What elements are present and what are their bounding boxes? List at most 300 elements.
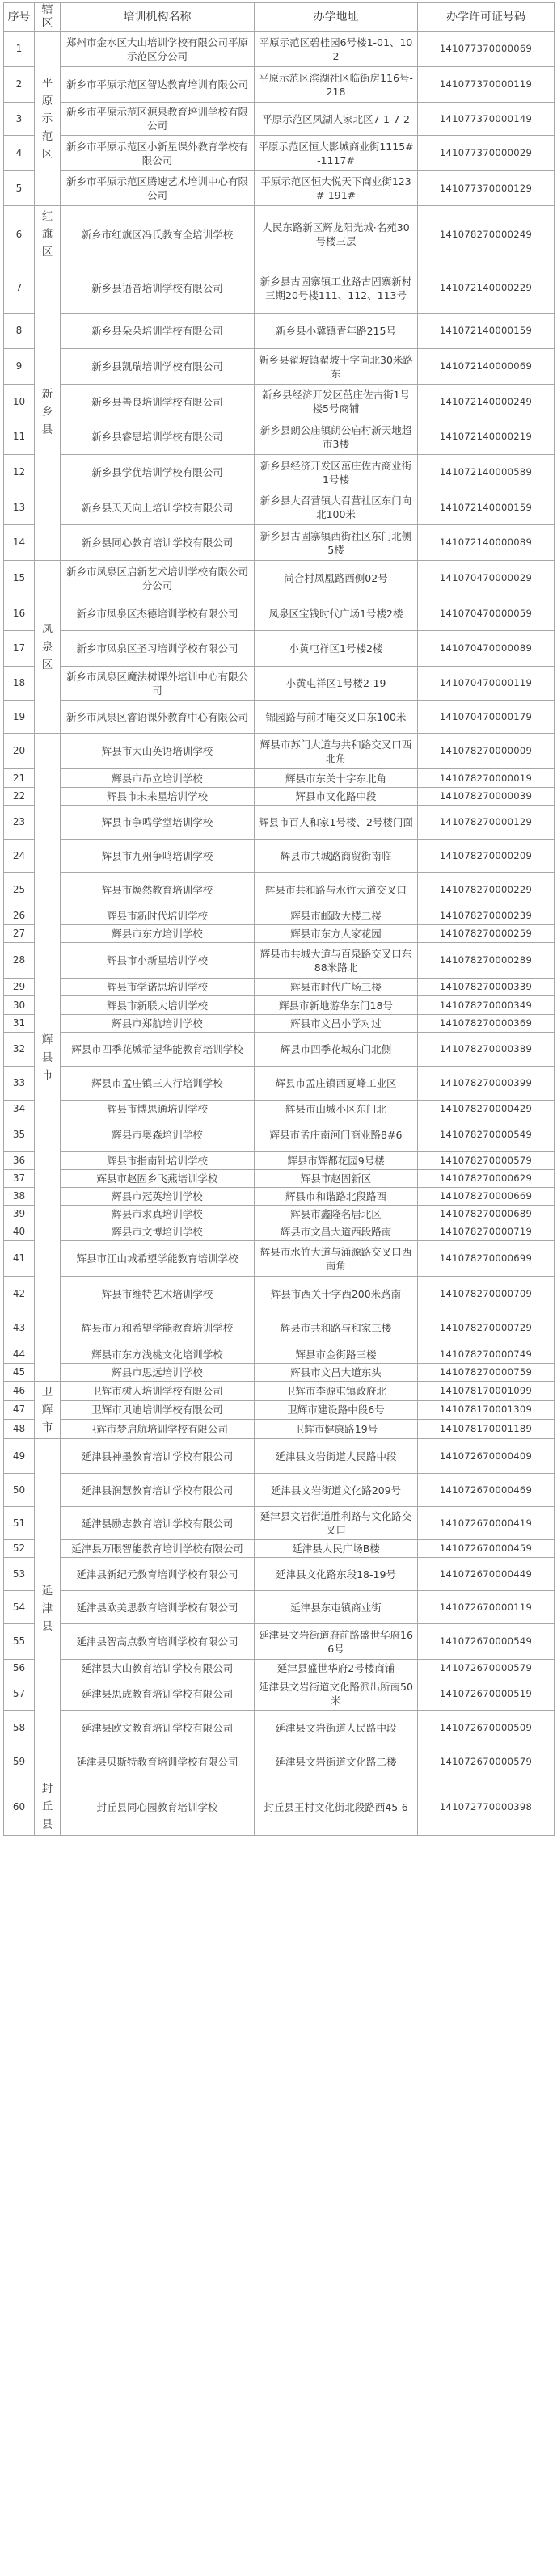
license-number: 141078270000369 — [418, 1015, 555, 1033]
table-row — [4, 349, 555, 385]
institution-name: 辉县市博思通培训学校 — [61, 1101, 255, 1118]
table-row — [4, 1420, 555, 1439]
row-number: 15 — [4, 561, 35, 596]
row-number: 47 — [4, 1400, 35, 1420]
school-address: 辉县市孟庄南河门商业路8#6 — [255, 1118, 418, 1152]
license-number: 141070470000029 — [418, 561, 555, 596]
institution-name: 辉县市江山城希望学能教育培训学校 — [61, 1241, 255, 1277]
license-number: 141078270000549 — [418, 1118, 555, 1152]
table-row — [4, 1170, 555, 1188]
row-number: 30 — [4, 996, 35, 1015]
school-address: 延津县文岩街道府前路盛世华府166号 — [255, 1624, 418, 1660]
institution-name: 辉县市学诺思培训学校 — [61, 979, 255, 996]
institution-name: 辉县市孟庄镇三人行培训学校 — [61, 1067, 255, 1101]
table-row — [4, 1439, 555, 1474]
row-number: 43 — [4, 1311, 35, 1345]
license-number: 141078270000749 — [418, 1345, 555, 1364]
table-row — [4, 1101, 555, 1118]
row-number: 6 — [4, 206, 35, 263]
table-row — [4, 1711, 555, 1745]
table-row — [4, 1311, 555, 1345]
row-number: 37 — [4, 1170, 35, 1188]
institution-name: 封丘县同心园教育培训学校 — [61, 1778, 255, 1836]
row-number: 39 — [4, 1206, 35, 1223]
institution-name: 辉县市郑航培训学校 — [61, 1015, 255, 1033]
license-number: 141078270000629 — [418, 1170, 555, 1188]
school-address: 辉县市东关十字东北角 — [255, 769, 418, 788]
school-address: 辉县市共和路与水竹大道交叉口 — [255, 873, 418, 907]
school-address: 辉县市金街路三楼 — [255, 1345, 418, 1364]
table-row — [4, 979, 555, 996]
district-cell: 平原示范区 — [35, 32, 61, 206]
license-number: 141078270000019 — [418, 769, 555, 788]
license-number: 141078170001309 — [418, 1400, 555, 1420]
row-number: 40 — [4, 1223, 35, 1241]
school-address: 辉县市苏门大道与共和路交叉口西北角 — [255, 734, 418, 769]
table-row — [4, 925, 555, 943]
table-row — [4, 1015, 555, 1033]
header-row — [4, 3, 555, 32]
institution-name: 辉县市争鸣学堂培训学校 — [61, 806, 255, 840]
institution-name: 延津县大山教育培训学校有限公司 — [61, 1660, 255, 1677]
institution-name: 新乡县语音培训学校有限公司 — [61, 263, 255, 314]
row-number: 4 — [4, 136, 35, 171]
table-row — [4, 136, 555, 171]
row-number: 32 — [4, 1033, 35, 1067]
row-number: 12 — [4, 455, 35, 490]
table-row — [4, 1118, 555, 1152]
row-number: 5 — [4, 171, 35, 206]
institution-name: 新乡市平原示范区源泉教育培训学校有限公司 — [61, 103, 255, 136]
row-number: 56 — [4, 1660, 35, 1677]
institution-name: 延津县励志教育培训学校有限公司 — [61, 1507, 255, 1540]
row-number: 17 — [4, 631, 35, 667]
license-number: 141072140000229 — [418, 263, 555, 314]
institution-name: 郑州市金水区大山培训学校有限公司平原示范区分公司 — [61, 32, 255, 67]
institution-name: 新乡县睿思培训学校有限公司 — [61, 419, 255, 455]
table-row — [4, 806, 555, 840]
row-number: 2 — [4, 67, 35, 103]
row-number: 51 — [4, 1507, 35, 1540]
license-number: 141072670000579 — [418, 1745, 555, 1778]
license-number: 141072140000219 — [418, 419, 555, 455]
school-address: 小黄屯祥区1号楼2楼 — [255, 631, 418, 667]
license-number: 141077370000149 — [418, 103, 555, 136]
row-number: 50 — [4, 1474, 35, 1507]
row-number: 48 — [4, 1420, 35, 1439]
institution-name: 延津县润慧教育培训学校有限公司 — [61, 1474, 255, 1507]
school-address: 辉县市辉都花园9号楼 — [255, 1152, 418, 1170]
row-number: 34 — [4, 1101, 35, 1118]
school-address: 延津县盛世华府2号楼商铺 — [255, 1660, 418, 1677]
institution-name: 新乡市平原示范区小新星课外教育学校有限公司 — [61, 136, 255, 171]
license-number: 141072140000089 — [418, 525, 555, 561]
institution-name: 辉县市奥森培训学校 — [61, 1118, 255, 1152]
license-number: 141072670000549 — [418, 1624, 555, 1660]
row-number: 36 — [4, 1152, 35, 1170]
license-number: 141078270000709 — [418, 1277, 555, 1311]
row-number: 44 — [4, 1345, 35, 1364]
school-address: 卫辉市健康路19号 — [255, 1420, 418, 1439]
row-number: 35 — [4, 1118, 35, 1152]
table-row — [4, 561, 555, 596]
school-address: 延津县文岩街道文化路二楼 — [255, 1745, 418, 1778]
table-row — [4, 1223, 555, 1241]
table-row — [4, 943, 555, 979]
license-number: 141072670000459 — [418, 1540, 555, 1558]
institution-name: 新乡市凤泉区圣习培训学校有限公司 — [61, 631, 255, 667]
row-number: 38 — [4, 1188, 35, 1206]
district-cell: 红旗区 — [35, 206, 61, 263]
institution-name: 辉县市求真培训学校 — [61, 1206, 255, 1223]
row-number: 42 — [4, 1277, 35, 1311]
institution-name: 辉县市新时代培训学校 — [61, 907, 255, 925]
institution-name: 延津县欧文教育培训学校有限公司 — [61, 1711, 255, 1745]
institution-name: 新乡市平原示范区腾速艺术培训中心有限公司 — [61, 171, 255, 206]
school-address: 辉县市时代广场三楼 — [255, 979, 418, 996]
institution-table — [3, 2, 555, 1836]
school-address: 辉县市水竹大道与涌源路交叉口西南角 — [255, 1241, 418, 1277]
institution-name: 辉县市维特艺术培训学校 — [61, 1277, 255, 1311]
row-number: 19 — [4, 701, 35, 734]
institution-name: 延津县智高点教育培训学校有限公司 — [61, 1624, 255, 1660]
license-number: 141077370000069 — [418, 32, 555, 67]
license-number: 141078270000249 — [418, 206, 555, 263]
license-number: 141077370000029 — [418, 136, 555, 171]
row-number: 24 — [4, 840, 35, 873]
institution-name: 卫辉市树人培训学校有限公司 — [61, 1382, 255, 1401]
license-number: 141077370000129 — [418, 171, 555, 206]
row-number: 25 — [4, 873, 35, 907]
school-address: 延津县文化路东段18-19号 — [255, 1558, 418, 1591]
table-row — [4, 1677, 555, 1711]
table-row — [4, 1745, 555, 1778]
institution-name: 延津县新纪元教育培训学校有限公司 — [61, 1558, 255, 1591]
school-address: 辉县市百人和家1号楼、2号楼门面 — [255, 806, 418, 840]
license-number: 141078270000039 — [418, 788, 555, 806]
license-number: 141078270000009 — [418, 734, 555, 769]
license-number: 141078270000389 — [418, 1033, 555, 1067]
school-address: 卫辉市建设路中段6号 — [255, 1400, 418, 1420]
license-number: 141070470000119 — [418, 667, 555, 701]
license-number: 141078270000289 — [418, 943, 555, 979]
table-row — [4, 1364, 555, 1382]
license-number: 141078270000669 — [418, 1188, 555, 1206]
table-row — [4, 1241, 555, 1277]
table-row — [4, 206, 555, 263]
license-number: 141078270000759 — [418, 1364, 555, 1382]
district-cell: 新乡县 — [35, 263, 61, 561]
district-cell: 封丘县 — [35, 1778, 61, 1836]
school-address: 新乡县小冀镇青年路215号 — [255, 314, 418, 349]
license-number: 141072140000589 — [418, 455, 555, 490]
license-number: 141072140000159 — [418, 314, 555, 349]
row-number: 29 — [4, 979, 35, 996]
school-address: 延津县人民广场B楼 — [255, 1540, 418, 1558]
institution-name: 辉县市九州争鸣培训学校 — [61, 840, 255, 873]
school-address: 新乡县古固寨镇西街社区东门北侧5楼 — [255, 525, 418, 561]
school-address: 延津县文岩街道文化路派出所南50米 — [255, 1677, 418, 1711]
row-number: 52 — [4, 1540, 35, 1558]
school-address: 辉县市共城路商贸街南临 — [255, 840, 418, 873]
table-row — [4, 1474, 555, 1507]
school-address: 延津县文岩街道胜利路与文化路交叉口 — [255, 1507, 418, 1540]
license-number: 141078270000209 — [418, 840, 555, 873]
institution-name: 辉县市东方培训学校 — [61, 925, 255, 943]
table-row — [4, 455, 555, 490]
table-row — [4, 263, 555, 314]
row-number: 28 — [4, 943, 35, 979]
school-address: 延津县文岩街道人民路中段 — [255, 1439, 418, 1474]
license-number: 141072140000159 — [418, 490, 555, 525]
school-address: 凤泉区宝钱时代广场1号楼2楼 — [255, 596, 418, 631]
district-cell: 延津县 — [35, 1439, 61, 1778]
row-number: 49 — [4, 1439, 35, 1474]
row-number: 31 — [4, 1015, 35, 1033]
table-row — [4, 596, 555, 631]
license-number: 141072670000469 — [418, 1474, 555, 1507]
table-row — [4, 1400, 555, 1420]
institution-name: 辉县市小新星培训学校 — [61, 943, 255, 979]
license-number: 141078170001189 — [418, 1420, 555, 1439]
school-address: 新乡县翟坡镇翟坡十字向北30米路东 — [255, 349, 418, 385]
school-address: 平原示范区恒大悦天下商业街123#-191# — [255, 171, 418, 206]
license-number: 141072670000409 — [418, 1439, 555, 1474]
license-number: 141072670000419 — [418, 1507, 555, 1540]
school-address: 延津县东屯镇商业街 — [255, 1591, 418, 1624]
license-number: 141078270000239 — [418, 907, 555, 925]
institution-name: 延津县神墨教育培训学校有限公司 — [61, 1439, 255, 1474]
header-no: 序号 — [4, 3, 35, 32]
institution-name: 新乡市凤泉区杰德培训学校有限公司 — [61, 596, 255, 631]
license-number: 141078270000339 — [418, 979, 555, 996]
license-number: 141072670000449 — [418, 1558, 555, 1591]
table-row — [4, 1345, 555, 1364]
institution-name: 新乡县学优培训学校有限公司 — [61, 455, 255, 490]
institution-name: 延津县万眼智能教育培训学校有限公司 — [61, 1540, 255, 1558]
row-number: 41 — [4, 1241, 35, 1277]
institution-name: 辉县市四季花城希望华能教育培训学校 — [61, 1033, 255, 1067]
table-row — [4, 788, 555, 806]
header-name: 培训机构名称 — [61, 3, 255, 32]
table-row — [4, 314, 555, 349]
school-address: 辉县市鑫隆名居北区 — [255, 1206, 418, 1223]
institution-name: 新乡市红旗区冯氏教育全培训学校 — [61, 206, 255, 263]
school-address: 新乡县经济开发区茁庄佐古商业街1号楼 — [255, 455, 418, 490]
row-number: 11 — [4, 419, 35, 455]
school-address: 卫辉市李源屯镇政府北 — [255, 1382, 418, 1401]
institution-name: 新乡县朵朵培训学校有限公司 — [61, 314, 255, 349]
institution-name: 卫辉市梦启航培训学校有限公司 — [61, 1420, 255, 1439]
row-number: 21 — [4, 769, 35, 788]
institution-name: 辉县市大山英语培训学校 — [61, 734, 255, 769]
institution-name: 辉县市万和希望学能教育培训学校 — [61, 1311, 255, 1345]
row-number: 1 — [4, 32, 35, 67]
row-number: 57 — [4, 1677, 35, 1711]
school-address: 辉县市共和路与和家三楼 — [255, 1311, 418, 1345]
table-row — [4, 385, 555, 419]
table-row — [4, 525, 555, 561]
license-number: 141072770000398 — [418, 1778, 555, 1836]
table-row — [4, 1206, 555, 1223]
school-address: 延津县文岩街道人民路中段 — [255, 1711, 418, 1745]
row-number: 53 — [4, 1558, 35, 1591]
table-row — [4, 734, 555, 769]
table-row — [4, 67, 555, 103]
institution-name: 延津县思成教育培训学校有限公司 — [61, 1677, 255, 1711]
row-number: 58 — [4, 1711, 35, 1745]
header-license: 办学许可证号码 — [418, 3, 555, 32]
institution-name: 辉县市赵固乡飞燕培训学校 — [61, 1170, 255, 1188]
row-number: 22 — [4, 788, 35, 806]
license-number: 141070470000059 — [418, 596, 555, 631]
license-number: 141078270000729 — [418, 1311, 555, 1345]
license-number: 141078270000259 — [418, 925, 555, 943]
row-number: 23 — [4, 806, 35, 840]
school-address: 辉县市邮政大楼二楼 — [255, 907, 418, 925]
license-number: 141072670000119 — [418, 1591, 555, 1624]
table-row — [4, 1507, 555, 1540]
institution-name: 辉县市东方浅桃文化培训学校 — [61, 1345, 255, 1364]
row-number: 7 — [4, 263, 35, 314]
license-number: 141078270000429 — [418, 1101, 555, 1118]
license-number: 141078270000129 — [418, 806, 555, 840]
license-number: 141078270000229 — [418, 873, 555, 907]
table-row — [4, 996, 555, 1015]
license-number: 141072670000519 — [418, 1677, 555, 1711]
table-row — [4, 1277, 555, 1311]
row-number: 60 — [4, 1778, 35, 1836]
school-address: 新乡县大召营镇大召营社区东门向北100米 — [255, 490, 418, 525]
school-address: 新乡县朗公庙镇朗公庙村新天地超市3楼 — [255, 419, 418, 455]
row-number: 26 — [4, 907, 35, 925]
row-number: 8 — [4, 314, 35, 349]
institution-name: 延津县贝斯特教育培训学校有限公司 — [61, 1745, 255, 1778]
table-row — [4, 1067, 555, 1101]
table-row — [4, 103, 555, 136]
district-cell: 辉县市 — [35, 734, 61, 1382]
institution-name: 新乡县天天向上培训学校有限公司 — [61, 490, 255, 525]
district-cell: 凤泉区 — [35, 561, 61, 734]
license-number: 141072140000249 — [418, 385, 555, 419]
school-address: 辉县市西关十字西200米路南 — [255, 1277, 418, 1311]
table-row — [4, 1624, 555, 1660]
row-number: 16 — [4, 596, 35, 631]
header-district: 辖区 — [35, 3, 61, 32]
school-address: 人民东路新区辉龙阳光城·名苑30号楼三层 — [255, 206, 418, 263]
table-row — [4, 701, 555, 734]
school-address: 平原示范区凤湖人家北区7-1-7-2 — [255, 103, 418, 136]
school-address: 平原示范区滨湖社区临街房116号-218 — [255, 67, 418, 103]
license-number: 141072670000579 — [418, 1660, 555, 1677]
license-number: 141078270000689 — [418, 1206, 555, 1223]
school-address: 锦园路与前才庵交叉口东100米 — [255, 701, 418, 734]
institution-name: 新乡县同心教育培训学校有限公司 — [61, 525, 255, 561]
row-number: 9 — [4, 349, 35, 385]
table-row — [4, 769, 555, 788]
license-number: 141072670000509 — [418, 1711, 555, 1745]
row-number: 33 — [4, 1067, 35, 1101]
row-number: 10 — [4, 385, 35, 419]
institution-name: 新乡县善良培训学校有限公司 — [61, 385, 255, 419]
table-row — [4, 667, 555, 701]
school-address: 辉县市和谐路北段路西 — [255, 1188, 418, 1206]
table-row — [4, 1660, 555, 1677]
license-number: 141078270000699 — [418, 1241, 555, 1277]
institution-name: 辉县市新联大培训学校 — [61, 996, 255, 1015]
row-number: 14 — [4, 525, 35, 561]
row-number: 13 — [4, 490, 35, 525]
row-number: 55 — [4, 1624, 35, 1660]
table-row — [4, 1558, 555, 1591]
license-number: 141078270000719 — [418, 1223, 555, 1241]
institution-name: 辉县市指南针培训学校 — [61, 1152, 255, 1170]
school-address: 辉县市文化路中段 — [255, 788, 418, 806]
school-address: 辉县市东方人家花园 — [255, 925, 418, 943]
school-address: 延津县文岩街道文化路209号 — [255, 1474, 418, 1507]
license-number: 141078170001099 — [418, 1382, 555, 1401]
row-number: 20 — [4, 734, 35, 769]
school-address: 辉县市四季花城东门北侧 — [255, 1033, 418, 1067]
school-address: 尚合村凤凰路西侧02号 — [255, 561, 418, 596]
row-number: 3 — [4, 103, 35, 136]
school-address: 小黄屯祥区1号楼2-19 — [255, 667, 418, 701]
table-row — [4, 490, 555, 525]
license-number: 141070470000179 — [418, 701, 555, 734]
row-number: 27 — [4, 925, 35, 943]
school-address: 辉县市孟庄镇西夏峰工业区 — [255, 1067, 418, 1101]
institution-name: 辉县市冠英培训学校 — [61, 1188, 255, 1206]
institution-name: 辉县市思远培训学校 — [61, 1364, 255, 1382]
table-row — [4, 171, 555, 206]
license-number: 141078270000579 — [418, 1152, 555, 1170]
institution-name: 延津县欧美思教育培训学校有限公司 — [61, 1591, 255, 1624]
row-number: 59 — [4, 1745, 35, 1778]
school-address: 封丘县王村文化街北段路西45-6 — [255, 1778, 418, 1836]
school-address: 辉县市山城小区东门北 — [255, 1101, 418, 1118]
school-address: 新乡县经济开发区茁庄佐古街1号楼5号商铺 — [255, 385, 418, 419]
table-row — [4, 1778, 555, 1836]
institution-name: 新乡市凤泉区启新艺术培训学校有限公司分公司 — [61, 561, 255, 596]
table-row — [4, 32, 555, 67]
table-row — [4, 1152, 555, 1170]
table-row — [4, 1591, 555, 1624]
license-number: 141078270000399 — [418, 1067, 555, 1101]
institution-name: 新乡县凯瑞培训学校有限公司 — [61, 349, 255, 385]
table-row — [4, 873, 555, 907]
row-number: 46 — [4, 1382, 35, 1401]
school-address: 新乡县古固寨镇工业路古固寨新村三期20号楼111、112、113号 — [255, 263, 418, 314]
institution-name: 辉县市昂立培训学校 — [61, 769, 255, 788]
license-number: 141070470000089 — [418, 631, 555, 667]
table-row — [4, 631, 555, 667]
institution-name: 辉县市焕然教育培训学校 — [61, 873, 255, 907]
institution-name: 新乡市凤泉区魔法树课外培训中心有限公司 — [61, 667, 255, 701]
table-row — [4, 1033, 555, 1067]
row-number: 45 — [4, 1364, 35, 1382]
school-address: 辉县市共城大道与百泉路交叉口东88米路北 — [255, 943, 418, 979]
institution-name: 卫辉市贝迪培训学校有限公司 — [61, 1400, 255, 1420]
school-address: 平原示范区恒大影城商业街1115#-1117# — [255, 136, 418, 171]
school-address: 辉县市文昌大道西段路南 — [255, 1223, 418, 1241]
table-row — [4, 1382, 555, 1401]
license-number: 141078270000349 — [418, 996, 555, 1015]
school-address: 辉县市文昌小学对过 — [255, 1015, 418, 1033]
institution-name: 新乡市凤泉区睿语课外教育中心有限公司 — [61, 701, 255, 734]
district-cell: 卫辉市 — [35, 1382, 61, 1439]
license-number: 141077370000119 — [418, 67, 555, 103]
row-number: 18 — [4, 667, 35, 701]
